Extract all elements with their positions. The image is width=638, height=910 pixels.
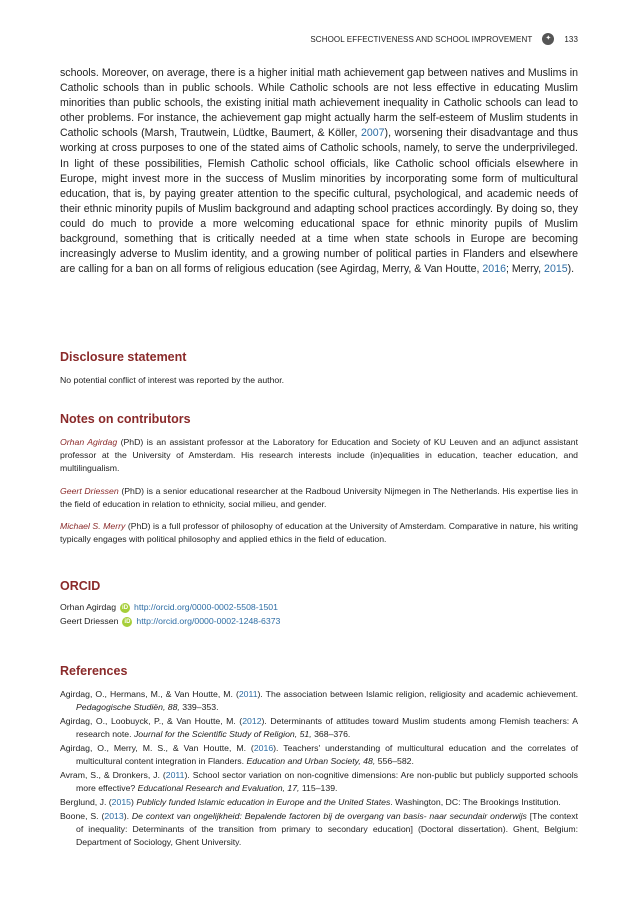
- ref-title: ). The association between Islamic religion, religiosity and academic achievement.: [257, 689, 578, 699]
- ref-authors: Berglund, J. (: [60, 797, 112, 807]
- running-header: [60, 30, 578, 48]
- body-text-part: schools. Moreover, on average, there is a higher initial math achievement gap between natives and Muslims in Catholic schools than in public schools. While Catholic schools are not less effective in educating Muslim minorities than public schools, the existing initial math achievement inequality in Catholic schools can lead to other problems. For instance, the achievement gap might actually harm the self-esteem of Muslim students in Catholic schools (Marsh, Trautwein, Lüdtke, Baumert, & Köller,: [60, 67, 578, 140]
- ref-source: Education and Urban Society, 48,: [246, 756, 376, 766]
- contributor-entry: [60, 485, 578, 511]
- ref-pages: . Washington, DC: The Brookings Institution.: [390, 797, 561, 807]
- ref-pages: 115–139.: [299, 783, 338, 793]
- orcid-author-name: Geert Driessen: [60, 616, 119, 626]
- contributors-heading: Notes on contributors: [60, 412, 191, 426]
- body-text-part: ; Merry,: [505, 263, 545, 276]
- ref-title: ). School sector variation on non-cognitive dimensions: Are non-public but publicly supported schools more effective?: [76, 770, 578, 793]
- ref-year-link[interactable]: 2011: [165, 770, 185, 780]
- contributor-bio: (PhD) is an assistant professor at the Laboratory for Education and Society of KU Leuven and an adjunct assistant professor at the University of Amsterdam. His research interests include (in)equalities in education, teacher education, and multilingualism.: [60, 437, 578, 473]
- references-heading: References: [60, 664, 128, 678]
- contributor-entry: [60, 520, 578, 546]
- reference-item: [60, 769, 578, 795]
- body-text-part: ).: [567, 263, 575, 276]
- contributor-name: Orhan Agirdag: [60, 437, 118, 447]
- references-list: [60, 688, 578, 850]
- citation-link[interactable]: 2015: [544, 263, 568, 276]
- orcid-icon: iD: [122, 604, 129, 611]
- body-text-part: ), worsening their disadvantage and thus working at cross purposes to one of the stated aims of Catholic schools, namely, to serve the underprivileged. In light of these possibilities, Flemish Catholic school officials, like Catholic school officials elsewhere in Europe, might invest more in the success of Muslim minorities by incorporating some form of multicultural education, that is, by paying greater attention to the specific cultural, psychological, and academic needs of their ethnic minority pupils of Muslim background and adapting school practices accordingly. By doing so, they could do much to provide a more welcoming educational space for ethnic minority pupils of Muslim background, something that is critically needed at a time when state schools in Europe are becoming increasingly adverse to Muslim identity, and a growing number of political parties in Flanders and elsewhere are calling for a ban on all forms of religious education (see Agirdag, Merry, & Van Houtte,: [60, 127, 578, 276]
- ref-title: ). Determinants of attitudes toward Muslim students among Flemish teachers: A research note.: [76, 716, 579, 739]
- disclosure-text: No potential conflict of interest was reported by the author.: [60, 375, 285, 385]
- orcid-author-name: Orhan Agirdag: [60, 602, 117, 612]
- ref-year-link[interactable]: 2016: [253, 743, 274, 753]
- ref-title: ).: [123, 811, 132, 821]
- ref-source: Publicly funded Islamic education in Europe and the United States: [136, 797, 391, 807]
- ref-authors: Boone, S. (: [60, 811, 105, 821]
- ref-source: Pedagogische Studiën, 88,: [76, 702, 180, 712]
- ref-source: Educational Research and Evaluation, 17,: [137, 783, 300, 793]
- orcid-heading: ORCID: [60, 579, 101, 593]
- orcid-entry: [60, 615, 280, 628]
- ref-pages: 556–582.: [375, 756, 414, 766]
- running-title: SCHOOL EFFECTIVENESS AND SCHOOL IMPROVEMENT: [310, 34, 533, 44]
- ref-year-link[interactable]: 2011: [238, 689, 258, 699]
- reference-item: [60, 742, 578, 768]
- ref-authors: Agirdag, O., Loobuyck, P., & Van Houtte, M. (: [60, 716, 243, 726]
- ref-authors: Agirdag, O., Merry, M. S., & Van Houtte, M. (: [60, 743, 254, 753]
- citation-link[interactable]: 2016: [482, 263, 506, 276]
- ref-title: ): [131, 797, 137, 807]
- disclosure-heading: Disclosure statement: [60, 350, 187, 364]
- ref-year-link[interactable]: 2012: [242, 716, 262, 726]
- page-number: 133: [564, 34, 578, 44]
- orcid-link[interactable]: http://orcid.org/0000-0002-5508-1501: [134, 602, 278, 612]
- ref-title: ). Teachers' understanding of multicultural education and the correlates of multicultural content integration in Flanders.: [76, 743, 578, 766]
- contributor-entry: [60, 436, 578, 475]
- ref-year-link[interactable]: 2015: [111, 797, 131, 807]
- orcid-icon: iD: [124, 618, 131, 625]
- reference-item: [60, 796, 578, 809]
- ref-source: De context van ongelijkheid: Bepalende factoren bij de overgang van basis- naar secundair onderwijs: [131, 811, 527, 821]
- ref-pages: 339–353.: [179, 702, 219, 712]
- contributor-bio: (PhD) is a senior educational researcher at the Radboud University Nijmegen in The Netherlands. His expertise lies in the field of education in relation to ethnicity, social milieu, and gender.: [60, 486, 578, 509]
- reference-item: [60, 688, 578, 714]
- ref-pages: 368–376.: [311, 729, 351, 739]
- contributor-name: Michael S. Merry: [60, 521, 126, 531]
- citation-link[interactable]: 2007: [360, 127, 385, 140]
- orcid-entry: [60, 601, 278, 614]
- reference-item: [60, 715, 578, 741]
- contributor-bio: (PhD) is a full professor of philosophy of education at the University of Amsterdam. Comparative in nature, his writing typically engages with political philosophy and applied ethics in the field of education.: [60, 521, 578, 544]
- ref-pages: [The context of inequality: Determinants of the transition from primary to secondary education] (Doctoral dissertation). Ghent, Belgium: Department of Sociology, Ghent University.: [76, 811, 578, 847]
- reference-item: [60, 810, 578, 849]
- orcid-link[interactable]: http://orcid.org/0000-0002-1248-6373: [136, 616, 281, 626]
- ref-year-link[interactable]: 2013: [104, 811, 124, 821]
- ref-authors: Agirdag, O., Hermans, M., & Van Houtte, M. (: [60, 689, 239, 699]
- contributor-name: Geert Driessen: [60, 486, 119, 496]
- journal-logo-icon: ✦: [542, 33, 554, 45]
- ref-source: Journal for the Scientific Study of Religion, 51,: [133, 729, 312, 739]
- body-paragraph: [60, 66, 578, 277]
- ref-authors: Avram, S., & Dronkers, J. (: [60, 770, 166, 780]
